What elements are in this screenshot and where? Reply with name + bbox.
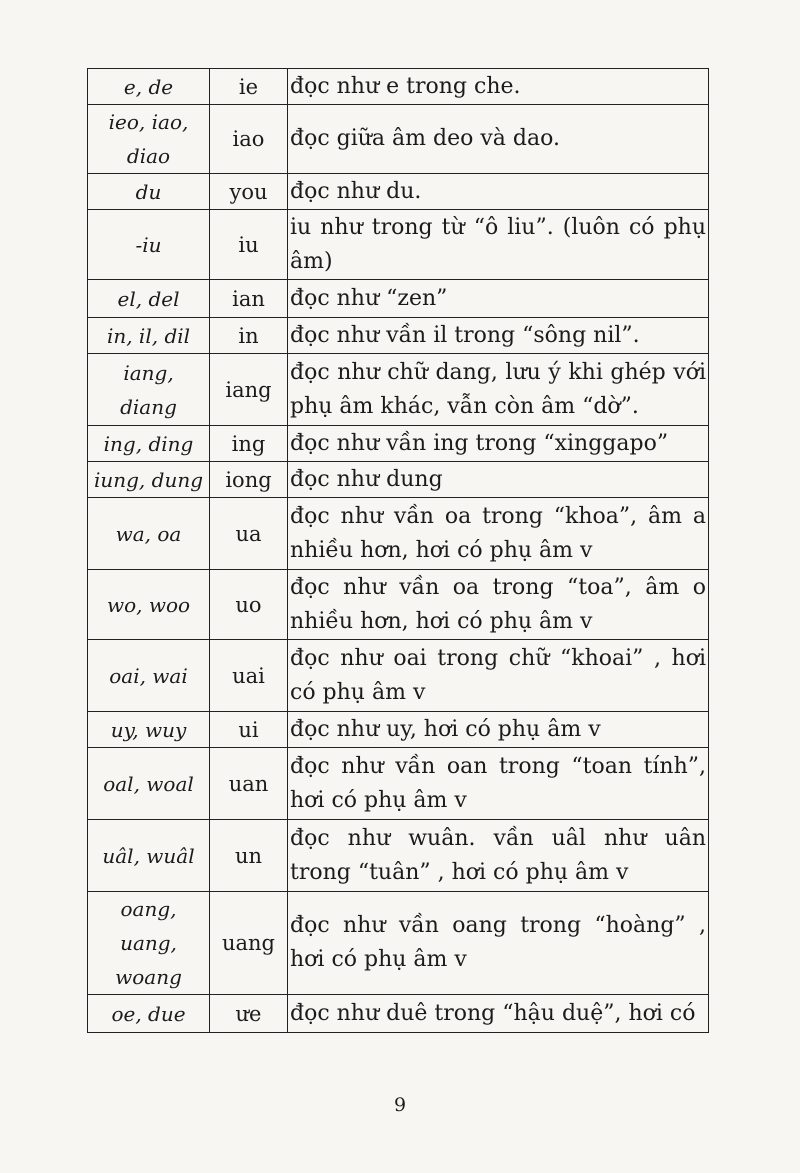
- pinyin-cell: ưe: [210, 995, 288, 1033]
- description-cell: đọc như du.: [288, 174, 709, 210]
- pinyin-cell: ing: [210, 426, 288, 462]
- pinyin-cell: uai: [210, 640, 288, 712]
- spelling-cell: in, il, dil: [88, 318, 210, 354]
- table-row: [88, 210, 709, 280]
- pinyin-cell: uan: [210, 748, 288, 820]
- pinyin-cell: iong: [210, 462, 288, 498]
- pinyin-cell: uang: [210, 892, 288, 995]
- spelling-cell: iang, diang: [88, 354, 210, 426]
- pronunciation-table: [87, 68, 709, 1033]
- pinyin-cell: in: [210, 318, 288, 354]
- pinyin-cell: ua: [210, 498, 288, 570]
- spelling-cell: -iu: [88, 210, 210, 280]
- table-row: [88, 640, 709, 712]
- spelling-cell: e, de: [88, 69, 210, 105]
- spelling-cell: iung, dung: [88, 462, 210, 498]
- description-cell: đọc như oai trong chữ “khoai” , hơi có phụ âm v: [288, 640, 709, 712]
- table-row: [88, 892, 709, 995]
- pinyin-cell: iang: [210, 354, 288, 426]
- description-cell: đọc như e trong che.: [288, 69, 709, 105]
- table-row: [88, 426, 709, 462]
- description-cell: đọc như uy, hơi có phụ âm v: [288, 712, 709, 748]
- spelling-cell: wo, woo: [88, 570, 210, 640]
- description-cell: đọc như vần il trong “sông nil”.: [288, 318, 709, 354]
- description-cell: đọc như vần oang trong “hoàng” , hơi có phụ âm v: [288, 892, 709, 995]
- page-number: 9: [393, 1094, 407, 1116]
- spelling-cell: oang, uang, woang: [88, 892, 210, 995]
- description-cell: đọc như vần ing trong “xinggapo”: [288, 426, 709, 462]
- pinyin-cell: ie: [210, 69, 288, 105]
- table-row: [88, 570, 709, 640]
- description-cell: đọc như chữ dang, lưu ý khi ghép với phụ âm khác, vẫn còn âm “dờ”.: [288, 354, 709, 426]
- pinyin-cell: un: [210, 820, 288, 892]
- description-cell: đọc như vần oa trong “khoa”, âm a nhiều hơn, hơi có phụ âm v: [288, 498, 709, 570]
- description-cell: đọc như vần oan trong “toan tính”, hơi có phụ âm v: [288, 748, 709, 820]
- table-row: [88, 280, 709, 318]
- spelling-cell: ing, ding: [88, 426, 210, 462]
- table-row: [88, 748, 709, 820]
- spelling-cell: ieo, iao, diao: [88, 105, 210, 174]
- table-row: [88, 712, 709, 748]
- pinyin-cell: ui: [210, 712, 288, 748]
- description-cell: đọc như vần oa trong “toa”, âm o nhiều hơn, hơi có phụ âm v: [288, 570, 709, 640]
- spelling-cell: oal, woal: [88, 748, 210, 820]
- spelling-cell: du: [88, 174, 210, 210]
- pinyin-cell: you: [210, 174, 288, 210]
- description-cell: iu như trong từ “ô liu”. (luôn có phụ âm): [288, 210, 709, 280]
- table-row: [88, 105, 709, 174]
- table-row: [88, 820, 709, 892]
- description-cell: đọc như wuân. vần uâl như uân trong “tuân” , hơi có phụ âm v: [288, 820, 709, 892]
- spelling-cell: uâl, wuâl: [88, 820, 210, 892]
- spelling-cell: uy, wuy: [88, 712, 210, 748]
- pinyin-cell: iao: [210, 105, 288, 174]
- table-row: [88, 498, 709, 570]
- pinyin-cell: uo: [210, 570, 288, 640]
- spelling-cell: el, del: [88, 280, 210, 318]
- pinyin-cell: iu: [210, 210, 288, 280]
- description-cell: đọc như “zen”: [288, 280, 709, 318]
- spelling-cell: wa, oa: [88, 498, 210, 570]
- table-row: [88, 462, 709, 498]
- description-cell: đọc giữa âm deo và dao.: [288, 105, 709, 174]
- table-row: [88, 174, 709, 210]
- description-cell: đọc như dung: [288, 462, 709, 498]
- table-row: [88, 995, 709, 1033]
- table-row: [88, 69, 709, 105]
- spelling-cell: oe, due: [88, 995, 210, 1033]
- pinyin-cell: ian: [210, 280, 288, 318]
- table-row: [88, 318, 709, 354]
- description-cell: đọc như duê trong “hậu duệ”, hơi có: [288, 995, 709, 1033]
- table-row: [88, 354, 709, 426]
- spelling-cell: oai, wai: [88, 640, 210, 712]
